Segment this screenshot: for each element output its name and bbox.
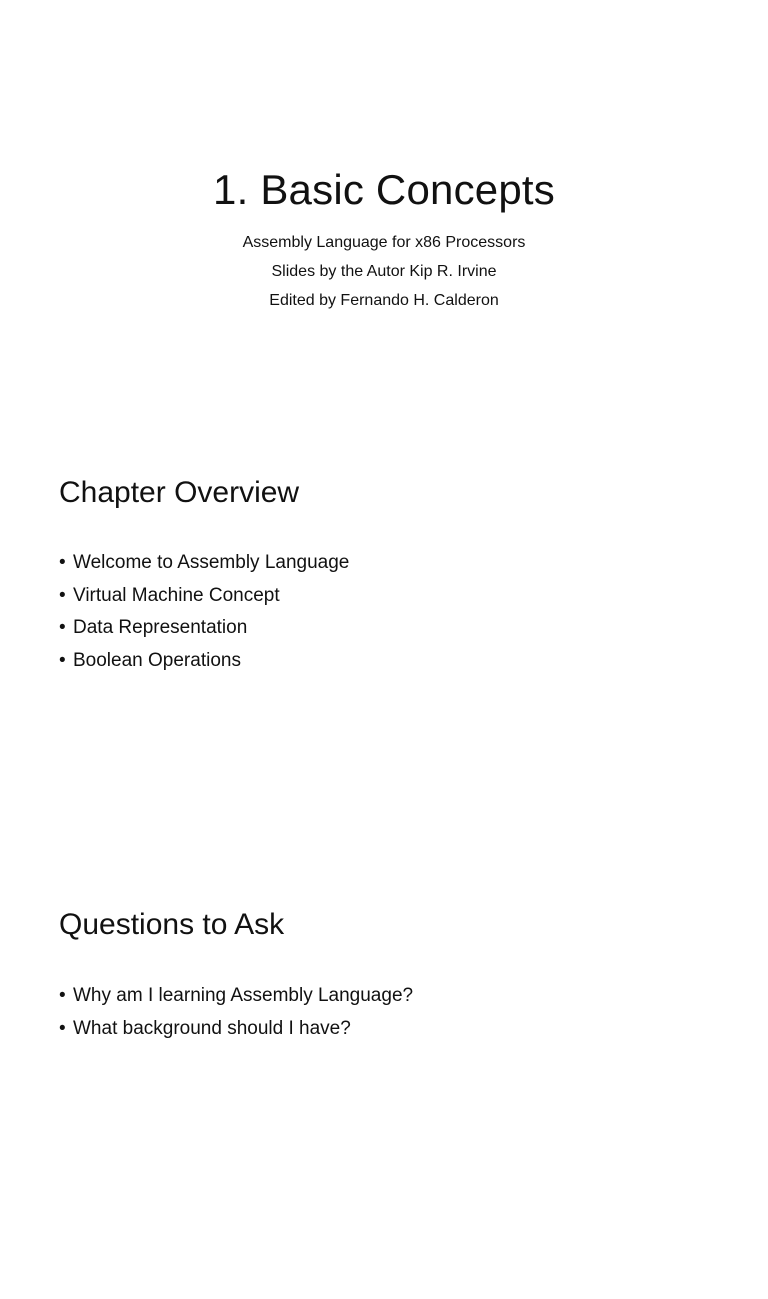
list-item — [59, 547, 349, 580]
list-item-text: Welcome to Assembly Language — [73, 552, 350, 573]
bullet-icon: • — [59, 985, 66, 1006]
subtitle-line: Assembly Language for x86 Processors — [242, 234, 526, 251]
subtitle-line: Slides by the Autor Kip R. Irvine — [271, 263, 497, 280]
list-item — [59, 980, 413, 1013]
subtitle-line: Edited by Fernando H. Calderon — [269, 292, 499, 309]
bullet-icon: • — [59, 617, 66, 638]
list-item-text: Data Representation — [73, 617, 248, 638]
list-item — [59, 612, 349, 645]
bullet-icon: • — [59, 1017, 66, 1039]
title-slide — [0, 0, 768, 433]
slide-title: Questions to Ask — [59, 908, 285, 941]
bullet-icon: • — [59, 552, 66, 573]
chapter-overview-slide — [0, 433, 768, 866]
bullet-list — [59, 980, 413, 1045]
slide-title: Chapter Overview — [59, 476, 300, 509]
slide-title: 1. Basic Concepts — [213, 166, 555, 213]
list-item-text: Boolean Operations — [73, 649, 241, 671]
list-item — [59, 645, 349, 678]
bullet-icon: • — [59, 584, 66, 606]
list-item — [59, 580, 349, 613]
list-item-text: Virtual Machine Concept — [73, 584, 280, 606]
questions-slide — [0, 866, 768, 1299]
list-item-text: What background should I have? — [73, 1017, 351, 1039]
bullet-list — [59, 547, 349, 677]
subtitle-block — [0, 228, 768, 315]
list-item-text: Why am I learning Assembly Language? — [73, 985, 414, 1006]
list-item — [59, 1013, 413, 1046]
bullet-icon: • — [59, 649, 66, 671]
